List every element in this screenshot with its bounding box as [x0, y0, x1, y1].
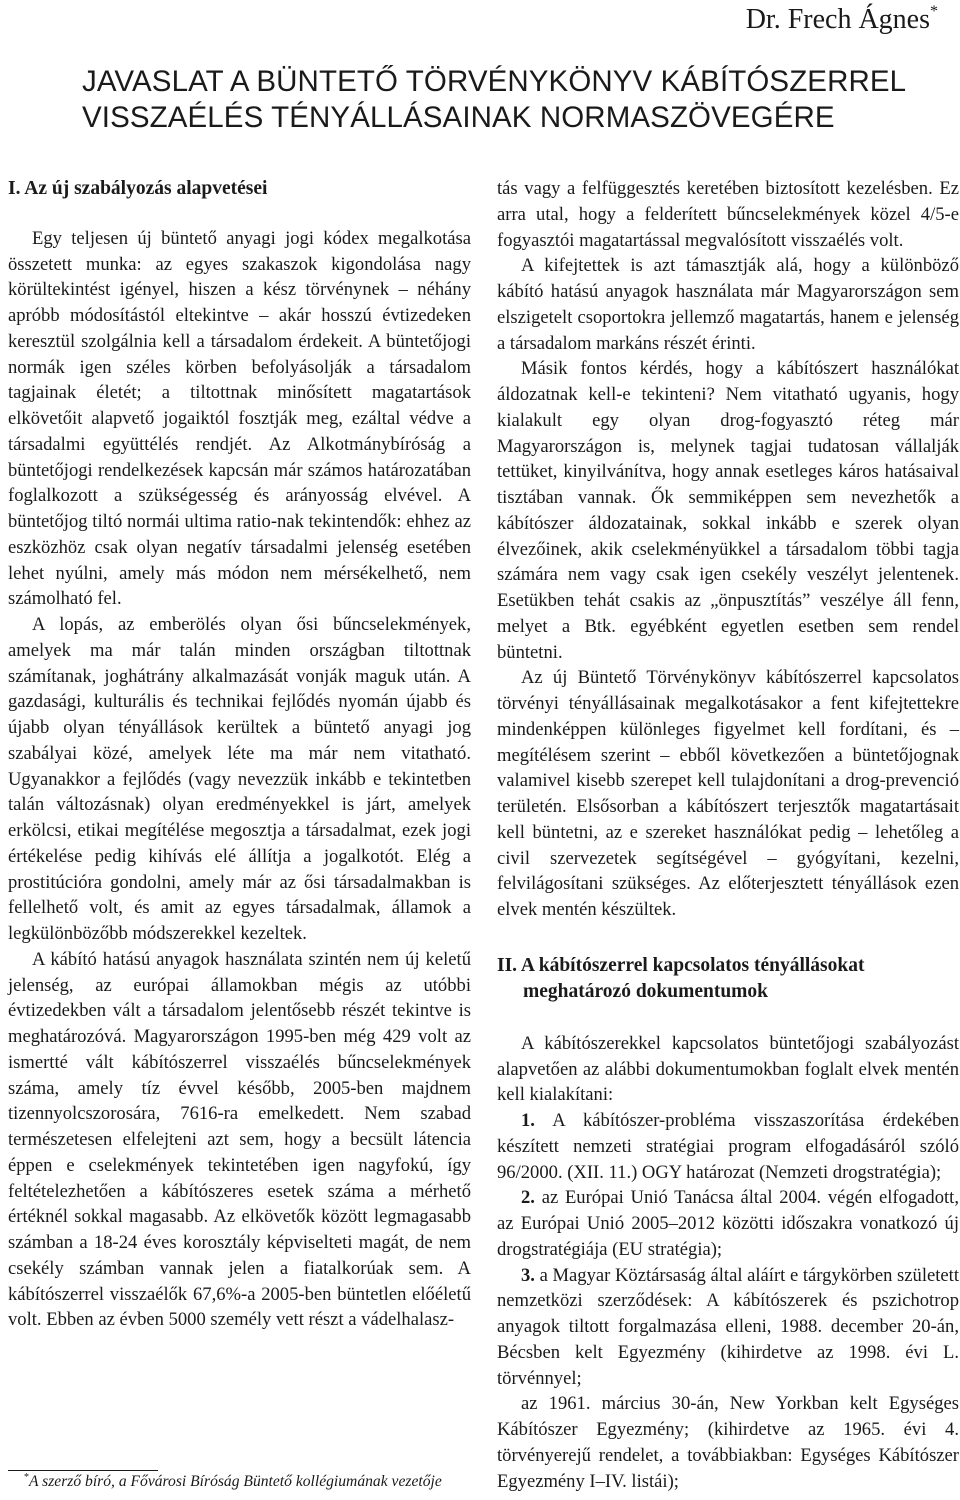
list-item-text: A kábítószer-probléma visszaszorítása érdekében készített nemzeti stratégiai program elfogadásáról szóló 96/2000. (XII. 11.) OGY határozat (Nemzeti drogstratégia);	[497, 1110, 959, 1183]
right-column	[497, 176, 959, 1494]
author-name: Dr. Frech Ágnes*	[745, 3, 938, 35]
body-paragraph: A kábító hatású anyagok használata szintén nem új keletű jelenség, az európai államokban mégis az utóbbi évtizedekben vált a társadalom jelentősebb részét tekintve is meghatározóvá. Magyarországon 1995-ben még 429 volt az ismertté vált kábítószerrel visszaélés bűncselekmények száma, amely tíz évvel később, 2005-ben majdnem tizennyolcszorosára, 7616-ra emelkedett. Nem szabad természetesen elfelejteni azt sem, hogy a becsült látencia éppen e cselekmények tekintetében igen nagyfokú, így feltételezhetően a kábítószeres esetek száma a mérhető értéknél sokkal magasabb. Az elkövetők között legmagasabb számban a 18-24 éves korosztály képviselteti magát, de nem csekély számban vannak jelen a fiatalkorúak sem. A kábítószerrel visszaélők 67,6%-a 2005-ben büntetlen előéletű volt. Ebben az évben 5000 személy vett részt a vádelhalasz-	[8, 948, 471, 1331]
body-paragraph: tás vagy a felfüggesztés keretében biztosított kezelésben. Ez arra utal, hogy a felderített bűncselekmények közel 4/5-e fogyasztói magatartással megvalósított visszaélés volt.	[497, 178, 959, 251]
body-paragraph: Egy teljesen új büntető anyagi jogi kódex megalkotása összetett munka: az egyes szakaszok kigondolása nagy körültekintést igényel, hiszen a kész törvénynek – néhány apróbb módosítástól eltekintve – akár hosszú évtizedeken keresztül szolgálnia kell a társadalom érdekeit. A büntetőjogi normák igen széles körben befolyásolják a társadalom tagjainak életét; a tiltottnak minősített magatartások elkövetőit alapvető jogaiktól fosztják meg, ezáltal védve a társadalmi együttélés rendjét. Az Alkotmánybíróság a büntetőjogi rendelkezések kapcsán már számos határozatában foglalkozott a szükségesség és arányosság elvével. A büntetőjog tiltó normái ultima ratio-nak tekintendők: ehhez az eszközhöz csak olyan negatív társadalmi jelenség esetében lehet nyúlni, amely más módon nem mérsékelhető, nem számolható fel.	[8, 227, 471, 610]
list-item-number: 3.	[521, 1264, 535, 1286]
section-heading-1: I. Az új szabályozás alapvetései	[8, 178, 268, 199]
body-paragraph: A lopás, az emberölés olyan ősi bűncselekmények, amelyek ma már talán minden országban tiltottnak számítanak, joghátrány alkalmazását vonják maguk után. A gazdasági, kulturális és technikai fejlődés nyomán újabb és újabb olyan tényállások kerültek a büntető anyagi jog szabályai közé, amelyek léte ma már nem vitatható. Ugyanakkor a fejlődés (vagy nevezzük inkább e tekintetben talán változásnak) olyan eredményekkel is járt, amelyek erkölcsi, etikai megítélése megosztja a társadalmat, ezek jogi értékelése pedig kihívás elé állítja a jogalkotót. Elég a prostitúcióra gondolni, amely már az ősi társadalmakban is fellelhető volt, és amit az egyes társadalmak, államok a legkülönbözőbb módszerekkel kezeltek.	[8, 614, 471, 944]
list-item-number: 2.	[521, 1187, 535, 1209]
section-heading-2	[497, 953, 959, 1005]
footnote-text: A szerző bíró, a Fővárosi Bíróság Büntető kollégiumának vezetője	[29, 1473, 442, 1490]
title-line-1: JAVASLAT A BÜNTETŐ TÖRVÉNYKÖNYV KÁBÍTÓSZERREL	[82, 65, 907, 98]
body-paragraph: Az új Büntető Törvénykönyv kábítószerrel kapcsolatos törvényi tényállásainak megalkotásakor a fent kifejtettekre mindenképpen különleges figyelmet kell fordítani, és – megítélésem szerint – ebből következően a büntetőjognak valamivel kisebb szerepet kell tulajdonítani a drog-prevenció területén. Elsősorban a kábítószert terjesztők magatartásait kell büntetni, az e szereket használókat pedig – lehetőleg a civil szervezetek segítségével – gyógyítani, kezelni, felvilágosítani szükséges. Az előterjesztett tényállások ezen elvek mentén készültek.	[497, 667, 959, 920]
list-item	[497, 1185, 959, 1262]
section-heading-2-line-2: meghatározó dokumentumok	[523, 980, 769, 1002]
list-item-text: az Európai Unió Tanácsa által 2004. végén elfogadott, az Európai Unió 2005–2012 közötti időszakra vonatkozó új drogstratégiája (EU stratégia);	[497, 1187, 959, 1260]
body-paragraph: A kábítószerekkel kapcsolatos büntetőjogi szabályozást alapvetően az alábbi dokumentumokban foglalt elvek mentén kell kialakítani:	[497, 1032, 959, 1106]
body-paragraph: A kifejtettek is azt támasztják alá, hogy a különböző kábító hatású anyagok használata már Magyarországon sem elszigetelt csoportokra jellemző magatartás, hanem e jelenség a társadalom markáns részét érinti.	[497, 255, 959, 354]
list-item-text: a Magyar Köztársaság által aláírt e tárgykörben született nemzetközi szerződések: A kábítószerek és pszichotrop anyagok tiltott forgalmazása elleni, 1988. december 20-án, Bécsben kelt Egyezmény (kihirdetve az 1998. évi L. törvénnyel;	[497, 1264, 959, 1389]
author-footnote-mark: *	[930, 3, 938, 20]
body-paragraph: az 1961. március 30-án, New Yorkban kelt Egységes Kábítószer Egyezmény; (kihirdetve az 1965. évi 4. törvényerejű rendelet, a továbbiakban: Egységes Kábítószer Egyezmény I–IV. listái);	[497, 1393, 959, 1492]
list-item	[497, 1108, 959, 1185]
list-item-number: 1.	[521, 1110, 535, 1131]
footnote-mark: *	[24, 1472, 29, 1483]
title-line-2: VISSZAÉLÉS TÉNYÁLLÁSAINAK NORMASZÖVEGÉRE	[82, 101, 835, 134]
footnote	[24, 1471, 484, 1493]
article-title	[82, 64, 942, 136]
list-item	[497, 1263, 959, 1392]
body-paragraph: Másik fontos kérdés, hogy a kábítószert használókat áldozatnak kell-e tekinteni? Nem vitatható ugyanis, hogy kialakult egy olyan drog-fogyasztó réteg már Magyarországon is, melynek tagjai tudatosan vállalják tettüket, kinyilvánítva, hogy annak esetleges káros hatásaival tisztában vannak. Ők semmiképpen sem nevezhetők a kábítószer áldozatainak, sokkal inkább e szerek olyan élvezőinek, akik cselekményükkel a társadalom többi tagja számára nem vagy csak igen csekély veszélyt jelentenek. Esetükben tehát csakis az „önpusztítás” veszélye áll fenn, melyet a Btk. egyébként egyetlen esetben sem rendel büntetni.	[497, 358, 959, 663]
section-heading-2-line-1: II. A kábítószerrel kapcsolatos tényállásokat	[497, 954, 865, 976]
left-column	[8, 176, 471, 1333]
